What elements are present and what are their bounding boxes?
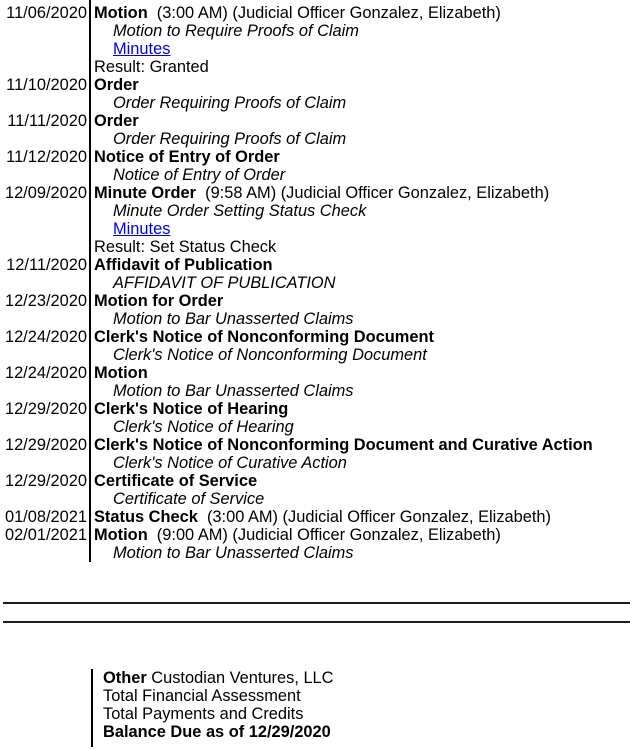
- event-title-line: [94, 436, 630, 454]
- event-type-label: Clerk's Notice of Nonconforming Document: [94, 328, 434, 346]
- event-title-line: [94, 526, 630, 544]
- event-type-label: Minute Order: [94, 184, 196, 202]
- event-comment: Order Requiring Proofs of Claim: [113, 94, 347, 112]
- event-comment: Motion to Bar Unasserted Claims: [113, 310, 354, 328]
- event-comment: Motion to Bar Unasserted Claims: [113, 382, 354, 400]
- event-cell: [89, 436, 630, 472]
- event-date: 12/29/2020: [4, 436, 87, 454]
- event-comment: Motion to Require Proofs of Claim: [113, 22, 359, 40]
- financial-row: [103, 705, 630, 723]
- event-comment: Order Requiring Proofs of Claim: [113, 130, 347, 148]
- event-type-label: Motion: [94, 4, 148, 22]
- event-cell: [89, 328, 630, 364]
- financial-row-label: Total Financial Assessment: [103, 687, 301, 705]
- event-cell: [89, 364, 630, 400]
- event-comment: Minute Order Setting Status Check: [113, 202, 367, 220]
- event-cell: [89, 112, 630, 148]
- event-date: 11/12/2020: [6, 148, 87, 166]
- section-divider-top: [3, 602, 630, 604]
- event-result: Result: Set Status Check: [94, 238, 277, 256]
- event-cell: [89, 292, 630, 328]
- docket-row: [0, 184, 630, 256]
- event-title-line: [94, 112, 630, 130]
- event-cell: [89, 184, 630, 256]
- event-comment: Clerk's Notice of Nonconforming Document: [113, 346, 427, 364]
- event-title-line: [94, 76, 630, 94]
- event-type-label: Clerk's Notice of Hearing: [94, 400, 289, 418]
- event-title-line: [94, 472, 630, 490]
- event-minutes-line: [113, 220, 630, 238]
- event-session-info: (3:00 AM) (Judicial Officer Gonzalez, Elizabeth): [147, 4, 501, 22]
- event-type-label: Certificate of Service: [94, 472, 258, 490]
- event-date: 02/01/2021: [4, 526, 87, 544]
- docket-row: [0, 256, 630, 292]
- event-minutes-line: [113, 40, 630, 58]
- docket-row: [0, 436, 630, 472]
- event-title-line: [94, 400, 630, 418]
- event-type-label: Order: [94, 112, 139, 130]
- event-date: 12/11/2020: [6, 256, 87, 274]
- docket-row: [0, 526, 630, 562]
- event-session-info: (3:00 AM) (Judicial Officer Gonzalez, Elizabeth): [197, 508, 551, 526]
- event-date: 11/11/2020: [7, 112, 87, 130]
- event-date: 12/23/2020: [4, 292, 87, 310]
- docket-row: [0, 472, 630, 508]
- event-session-info: (9:00 AM) (Judicial Officer Gonzalez, Elizabeth): [147, 526, 501, 544]
- docket-row: [0, 148, 630, 184]
- event-cell: [89, 526, 630, 562]
- event-title-line: [94, 148, 630, 166]
- event-result: Result: Granted: [94, 58, 209, 76]
- minutes-link[interactable]: Minutes: [113, 220, 171, 238]
- event-type-label: Status Check: [94, 508, 198, 526]
- docket-row: [0, 364, 630, 400]
- docket-row: [0, 0, 630, 76]
- event-cell: [89, 400, 630, 436]
- event-date: 11/06/2020: [6, 4, 87, 22]
- event-date: 12/29/2020: [4, 400, 87, 418]
- event-title-line: [94, 256, 630, 274]
- event-comment: AFFIDAVIT OF PUBLICATION: [113, 274, 336, 292]
- event-type-label: Affidavit of Publication: [94, 256, 273, 274]
- docket-row: [0, 292, 630, 328]
- event-comment: Notice of Entry of Order: [113, 166, 286, 184]
- event-comment: Certificate of Service: [113, 490, 265, 508]
- event-title-line: [94, 292, 630, 310]
- event-session-info: (9:58 AM) (Judicial Officer Gonzalez, Elizabeth): [196, 184, 550, 202]
- docket-row: [0, 400, 630, 436]
- event-title-line: [94, 508, 630, 526]
- financial-summary-rows: [91, 669, 630, 747]
- event-title-line: [94, 184, 630, 202]
- event-date: 12/09/2020: [4, 184, 87, 202]
- docket-row: [0, 328, 630, 364]
- event-title-line: [94, 4, 630, 22]
- financial-row-label: Custodian Ventures, LLC: [146, 669, 334, 687]
- event-type-label: Order: [94, 76, 139, 94]
- financial-row: [103, 669, 630, 687]
- event-type-label: Notice of Entry of Order: [94, 148, 280, 166]
- financial-row-label: Total Payments and Credits: [103, 705, 304, 723]
- docket-row: [0, 112, 630, 148]
- event-cell: [89, 256, 630, 292]
- event-type-label: Clerk's Notice of Nonconforming Document and Curative Action: [94, 436, 593, 454]
- minutes-link[interactable]: Minutes: [113, 40, 171, 58]
- event-date: 12/29/2020: [4, 472, 87, 490]
- event-title-line: [94, 328, 630, 346]
- financial-row: [103, 687, 630, 705]
- event-date: 12/24/2020: [4, 364, 87, 382]
- event-type-label: Motion: [94, 526, 148, 544]
- docket-row: [0, 76, 630, 112]
- event-date: 01/08/2021: [4, 508, 87, 526]
- event-cell: [89, 148, 630, 184]
- event-cell: [89, 508, 630, 526]
- financial-summary-section: [91, 669, 630, 747]
- section-divider-bottom: [3, 621, 630, 623]
- event-date: 11/10/2020: [6, 76, 87, 94]
- event-cell: [89, 0, 630, 76]
- event-type-label: Motion for Order: [94, 292, 224, 310]
- event-cell: [89, 76, 630, 112]
- financial-row-label-bold: Other: [103, 669, 147, 687]
- event-comment: Motion to Bar Unasserted Claims: [113, 544, 354, 562]
- event-type-label: Motion: [94, 364, 148, 382]
- event-comment: Clerk's Notice of Hearing: [113, 418, 294, 436]
- financial-row-label-bold: Balance Due as of 12/29/2020: [103, 723, 331, 741]
- docket-row: [0, 508, 630, 526]
- event-date: 12/24/2020: [4, 328, 87, 346]
- event-cell: [89, 472, 630, 508]
- event-comment: Clerk's Notice of Curative Action: [113, 454, 347, 472]
- financial-row: [103, 723, 630, 741]
- event-title-line: [94, 364, 630, 382]
